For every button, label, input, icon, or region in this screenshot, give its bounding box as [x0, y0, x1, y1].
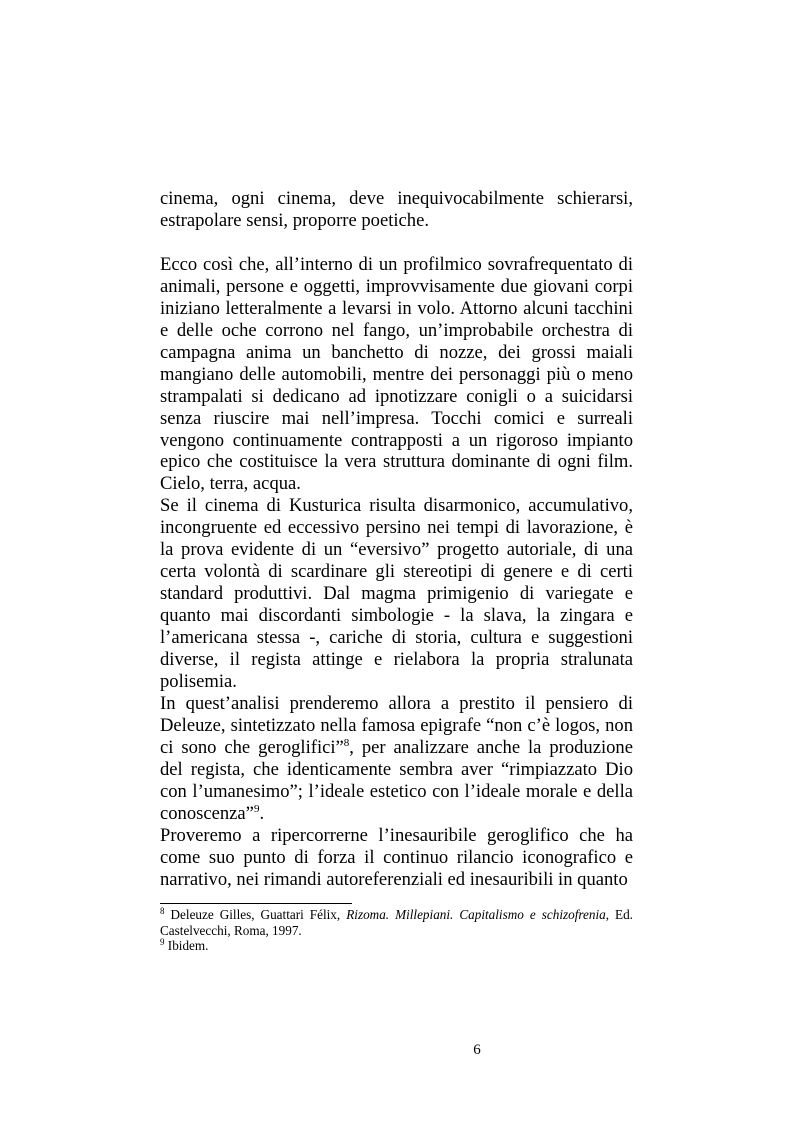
- footnote-9-number: 9: [160, 937, 165, 947]
- paragraph-1: cinema, ogni cinema, deve inequivocabilmente schierarsi, estrapolare sensi, proporre poetiche.: [160, 188, 633, 231]
- footnote-ref-9: 9: [253, 802, 260, 815]
- paragraph-3: Se il cinema di Kusturica risulta disarmonico, accumulativo, incongruente ed eccessivo persino nei tempi di lavorazione, è la prova evidente di un “eversivo” progetto autoriale, di una certa volontà di scardinare gli stereotipi di genere e di certi standard produttivi. Dal magma primigenio di variegate e quanto mai discordanti simbologie - la slava, la zingara e l’americana stessa -, cariche di storia, cultura e suggestioni diverse, il regista attinge e rielabora la propria stralunata polisemia.: [160, 495, 633, 693]
- footnote-8-number: 8: [160, 906, 165, 916]
- footnote-8-text-b: , Ed. Castelvecchi, Roma, 1997.: [160, 907, 633, 938]
- paragraph-2: Ecco così che, all’interno di un profilmico sovrafrequentato di animali, persone e oggetti, improvvisamente due giovani corpi iniziano letteralmente a levarsi in volo. Attorno alcuni tacchini e delle oche corrono nel fango, un’improbabile orchestra di campagna anima un banchetto di nozze, dei grossi maiali mangiano delle automobili, mentre dei personaggi più o meno strampalati si dedicano ad ipnotizzare conigli o a suicidarsi senza riuscire mai nell’impresa. Tocchi comici e surreali vengono continuamente contrapposti a un rigoroso impianto epico che costituisce la vera struttura dominante di ogni film. Cielo, terra, acqua.: [160, 253, 633, 495]
- footnote-9: [160, 938, 633, 954]
- footnote-8-title: Rizoma. Millepiani. Capitalismo e schizofrenia: [346, 907, 606, 922]
- footnote-ref-8: 8: [343, 736, 350, 749]
- footnote-8-text-a: Deleuze Gilles, Guattari Félix,: [164, 907, 347, 922]
- footnote-9-text: Ibidem.: [164, 938, 209, 953]
- paragraph-4: [160, 693, 633, 825]
- body-text: [160, 188, 633, 891]
- footnotes: [160, 907, 633, 954]
- paragraph-4-part-a: In quest’analisi prenderemo allora a prestito il pensiero di Deleuze, sintetizzato nella famosa epigrafe “non c’è logos, non ci sono che geroglifici”: [160, 692, 633, 758]
- paragraph-4-part-c: .: [259, 802, 265, 824]
- page-number: 6: [473, 1042, 481, 1058]
- paragraph-4-part-b: , per analizzare anche la produzione del regista, che identicamente sembra aver “rimpiazzato Dio con l’umanesimo”; l’ideale estetico con l’ideale morale e della conoscenza”: [160, 736, 633, 824]
- footnote-separator: [160, 903, 352, 904]
- footnote-8: [160, 907, 633, 938]
- paragraph-5: Proveremo a ripercorrerne l’inesauribile geroglifico che ha come suo punto di forza il continuo rilancio iconografico e narrativo, nei rimandi autoreferenziali ed inesauribili in quanto: [160, 824, 633, 890]
